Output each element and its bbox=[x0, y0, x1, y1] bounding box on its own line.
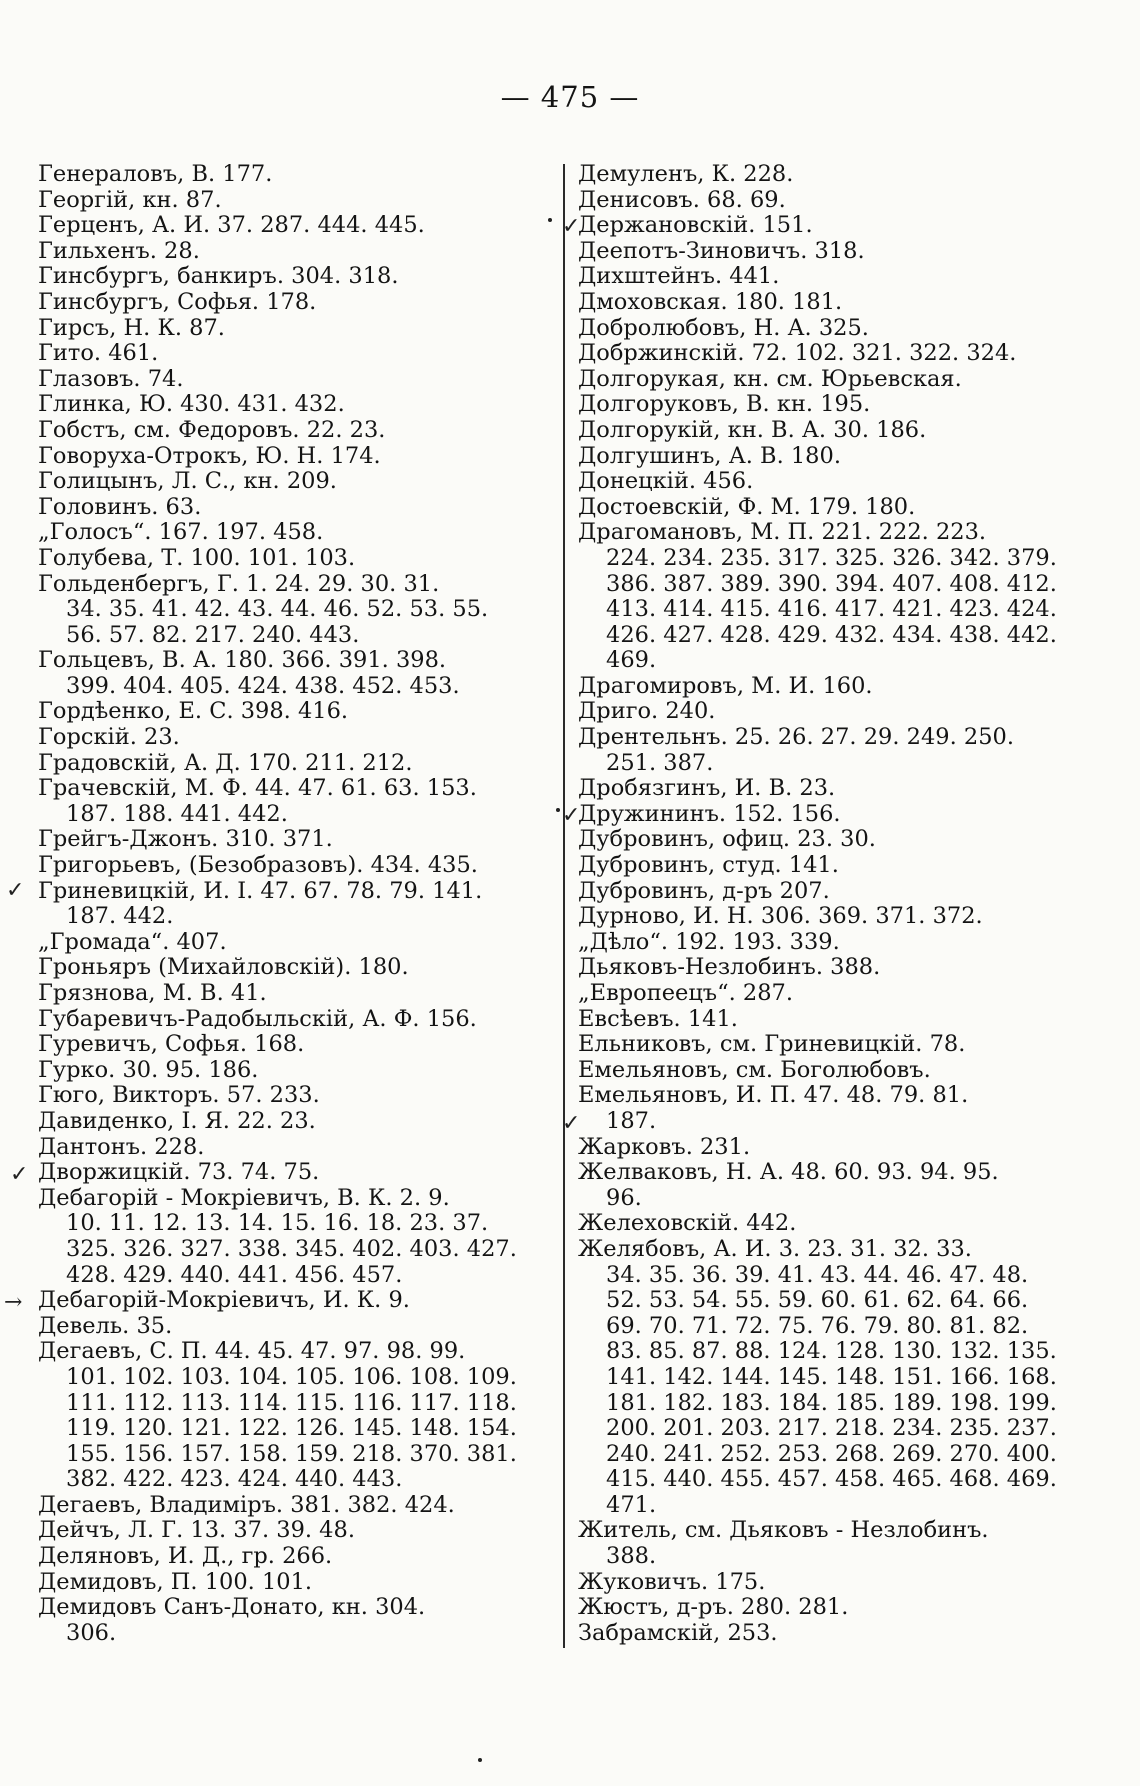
entry-continuation-line: 415. 440. 455. 457. 458. 465. 468. 469. bbox=[606, 1466, 1057, 1493]
entry-line: Гриневицкій, И. І. 47. 67. 78. 79. 141. bbox=[38, 877, 483, 904]
entry-line: Губаревичъ-Радобыльскій, А. Ф. 156. bbox=[38, 1005, 477, 1032]
index-entry bbox=[578, 495, 1118, 521]
entry-line: Ельниковъ, см. Гриневицкій. 78. bbox=[578, 1031, 966, 1058]
index-entry bbox=[38, 1544, 558, 1570]
margin-check-mark: ✓ bbox=[6, 878, 25, 903]
entry-line: Дрентельнъ. 25. 26. 27. 29. 249. 250. bbox=[578, 724, 1015, 751]
column-divider bbox=[563, 164, 565, 1648]
entry-line: Евсѣевъ. 141. bbox=[578, 1005, 738, 1032]
index-entry bbox=[38, 853, 558, 879]
entry-line: Григорьевъ, (Безобразовъ). 434. 435. bbox=[38, 852, 478, 879]
index-entry bbox=[578, 1621, 1118, 1647]
entry-line: Дриго. 240. bbox=[578, 698, 716, 725]
index-entry bbox=[578, 1518, 1118, 1569]
entry-line: Гирсъ, Н. К. 87. bbox=[38, 314, 225, 341]
entry-line: Гинсбургъ, Софья. 178. bbox=[38, 288, 317, 315]
entry-continuation-line: 325. 326. 327. 338. 345. 402. 403. 427. bbox=[66, 1235, 517, 1262]
entry-line: Дейчъ, Л. Г. 13. 37. 39. 48. bbox=[38, 1517, 355, 1544]
entry-continuation-line: 101. 102. 103. 104. 105. 106. 108. 109. bbox=[66, 1363, 517, 1390]
entry-continuation-line: 52. 53. 54. 55. 59. 60. 61. 62. 64. 66. bbox=[606, 1287, 1029, 1314]
entry-continuation-line: 251. 387. bbox=[606, 749, 714, 776]
index-entry bbox=[578, 264, 1118, 290]
entry-line: Желябовъ, А. И. 3. 23. 31. 32. 33. bbox=[578, 1235, 972, 1262]
entry-line: Гурко. 30. 95. 186. bbox=[38, 1056, 259, 1083]
page-number: — 475 — bbox=[500, 80, 640, 114]
entry-line: Глинка, Ю. 430. 431. 432. bbox=[38, 391, 345, 418]
index-entry bbox=[38, 341, 558, 367]
entry-line: Демуленъ, К. 228. bbox=[578, 161, 794, 187]
entry-line: Гордѣенко, Е. С. 398. 416. bbox=[38, 698, 349, 725]
index-entry bbox=[578, 444, 1118, 470]
entry-continuation-line: 386. 387. 389. 390. 394. 407. 408. 412. bbox=[606, 570, 1057, 597]
entry-line: Давиденко, І. Я. 22. 23. bbox=[38, 1107, 316, 1134]
entry-continuation-line: 187. bbox=[606, 1107, 657, 1134]
index-entry bbox=[38, 1339, 558, 1493]
entry-continuation-line: 34. 35. 36. 39. 41. 43. 44. 46. 47. 48. bbox=[606, 1261, 1029, 1288]
index-entry bbox=[578, 520, 1118, 674]
index-column-right bbox=[578, 162, 1118, 1646]
entry-line: Желваковъ, Н. А. 48. 60. 93. 94. 95. bbox=[578, 1159, 999, 1186]
index-entry bbox=[38, 1314, 558, 1340]
entry-line: Георгій, кн. 87. bbox=[38, 186, 222, 213]
index-entry bbox=[578, 1237, 1118, 1519]
index-entry bbox=[38, 930, 558, 956]
entry-line: Емельяновъ, см. Боголюбовъ. bbox=[578, 1056, 931, 1083]
index-entry bbox=[578, 469, 1118, 495]
index-entry bbox=[38, 1518, 558, 1544]
ink-speck bbox=[556, 808, 560, 812]
index-entry bbox=[38, 1186, 558, 1288]
index-entry bbox=[578, 418, 1118, 444]
entry-line: „Громада“. 407. bbox=[38, 928, 227, 955]
index-entry bbox=[38, 1135, 558, 1161]
index-entry bbox=[578, 853, 1118, 879]
index-entry bbox=[38, 392, 558, 418]
entry-line: Гольденбергъ, Г. 1. 24. 29. 30. 31. bbox=[38, 570, 440, 597]
index-column-left bbox=[38, 162, 558, 1646]
entry-continuation-line: 111. 112. 113. 114. 115. 116. 117. 118. bbox=[66, 1389, 517, 1416]
index-entry bbox=[578, 802, 1118, 828]
index-entry bbox=[38, 469, 558, 495]
entry-continuation-line: 224. 234. 235. 317. 325. 326. 342. 379. bbox=[606, 544, 1057, 571]
entry-line: „Дѣло“. 192. 193. 339. bbox=[578, 928, 840, 955]
index-entry bbox=[38, 751, 558, 777]
entry-line: Грачевскій, М. Ф. 44. 47. 61. 63. 153. bbox=[38, 775, 477, 802]
entry-line: Девель. 35. bbox=[38, 1312, 173, 1339]
entry-line: Деепотъ-Зиновичъ. 318. bbox=[578, 237, 865, 264]
ink-speck bbox=[478, 1758, 482, 1762]
entry-line: Голицынъ, Л. С., кн. 209. bbox=[38, 468, 337, 495]
index-entry bbox=[578, 1007, 1118, 1033]
index-entry bbox=[38, 1570, 558, 1596]
index-entry bbox=[38, 213, 558, 239]
index-entry bbox=[578, 1570, 1118, 1596]
entry-continuation-line: 141. 142. 144. 145. 148. 151. 166. 168. bbox=[606, 1363, 1057, 1390]
entry-line: Голубева, Т. 100. 101. 103. bbox=[38, 544, 356, 571]
entry-line: „Голосъ“. 167. 197. 458. bbox=[38, 519, 324, 546]
index-entry bbox=[578, 1032, 1118, 1058]
index-entry bbox=[38, 648, 558, 699]
index-entry bbox=[578, 776, 1118, 802]
entry-continuation-line: 10. 11. 12. 13. 14. 15. 16. 18. 23. 37. bbox=[66, 1210, 489, 1237]
entry-line: Демидовъ, П. 100. 101. bbox=[38, 1568, 313, 1595]
entry-continuation-line: 471. bbox=[606, 1491, 657, 1518]
margin-arrow-mark: → bbox=[4, 1290, 23, 1315]
entry-line: Дегаевъ, С. П. 44. 45. 47. 97. 98. 99. bbox=[38, 1338, 466, 1365]
entry-line: Гуревичъ, Софья. 168. bbox=[38, 1031, 305, 1058]
index-entry bbox=[38, 520, 558, 546]
entry-line: Долгоруковъ, В. кн. 195. bbox=[578, 391, 871, 418]
entry-line: Гинсбургъ, банкиръ. 304. 318. bbox=[38, 263, 399, 290]
entry-line: Дубровинъ, офиц. 23. 30. bbox=[578, 826, 876, 853]
index-entry bbox=[38, 188, 558, 214]
entry-line: Дворжицкій. 73. 74. 75. bbox=[38, 1159, 320, 1186]
entry-line: Желеховскій. 442. bbox=[578, 1210, 797, 1237]
entry-line: Дружининъ. 152. 156. bbox=[578, 800, 841, 827]
index-entry bbox=[38, 495, 558, 521]
entry-line: Горскій. 23. bbox=[38, 724, 180, 751]
entry-continuation-line: 382. 422. 423. 424. 440. 443. bbox=[66, 1466, 403, 1493]
entry-line: Драгомановъ, М. П. 221. 222. 223. bbox=[578, 519, 987, 546]
index-entry bbox=[578, 1160, 1118, 1211]
entry-line: Градовскій, А. Д. 170. 211. 212. bbox=[38, 749, 413, 776]
index-entry bbox=[38, 981, 558, 1007]
entry-line: Долгушинъ, А. В. 180. bbox=[578, 442, 841, 469]
entry-line: „Европеецъ“. 287. bbox=[578, 980, 794, 1006]
entry-continuation-line: 181. 182. 183. 184. 185. 189. 198. 199. bbox=[606, 1389, 1057, 1416]
entry-line: Донецкій. 456. bbox=[578, 468, 754, 495]
entry-continuation-line: 388. bbox=[606, 1543, 657, 1570]
index-entry bbox=[578, 1595, 1118, 1621]
index-entry bbox=[578, 879, 1118, 905]
entry-line: Забрамскій, 253. bbox=[578, 1619, 778, 1646]
index-entry bbox=[38, 827, 558, 853]
index-entry bbox=[38, 444, 558, 470]
entry-continuation-line: 96. bbox=[606, 1184, 642, 1211]
index-entry bbox=[38, 1493, 558, 1519]
index-entry bbox=[38, 316, 558, 342]
entry-line: Жарковъ. 231. bbox=[578, 1133, 751, 1160]
index-entry bbox=[578, 213, 1118, 239]
index-entry bbox=[578, 290, 1118, 316]
entry-line: Гито. 461. bbox=[38, 340, 159, 367]
index-entry bbox=[578, 1135, 1118, 1161]
index-entry bbox=[38, 1288, 558, 1314]
entry-line: Житель, см. Дьяковъ - Незлобинъ. bbox=[578, 1517, 989, 1544]
index-entry bbox=[38, 776, 558, 827]
index-entry bbox=[38, 546, 558, 572]
entry-line: Денисовъ. 68. 69. bbox=[578, 186, 786, 213]
index-entry bbox=[38, 418, 558, 444]
entry-line: Долгорукая, кн. см. Юрьевская. bbox=[578, 365, 962, 392]
index-entry bbox=[38, 725, 558, 751]
index-entry bbox=[578, 699, 1118, 725]
entry-continuation-line: 155. 156. 157. 158. 159. 218. 370. 381. bbox=[66, 1440, 517, 1467]
entry-line: Драгомировъ, М. И. 160. bbox=[578, 672, 873, 699]
margin-check-mark: ✓ bbox=[562, 1111, 581, 1136]
entry-continuation-line: 69. 70. 71. 72. 75. 76. 79. 80. 81. 82. bbox=[606, 1312, 1029, 1339]
margin-check-mark: ✓ bbox=[562, 214, 581, 239]
entry-line: Держановскій. 151. bbox=[578, 212, 813, 239]
entry-line: Дебагорій - Мокріевичъ, В. К. 2. 9. bbox=[38, 1184, 450, 1211]
index-entry bbox=[38, 1032, 558, 1058]
entry-continuation-line: 240. 241. 252. 253. 268. 269. 270. 400. bbox=[606, 1440, 1057, 1467]
entry-continuation-line: 56. 57. 82. 217. 240. 443. bbox=[66, 621, 360, 648]
index-entry bbox=[578, 341, 1118, 367]
index-entry bbox=[38, 572, 558, 649]
entry-line: Дихштейнъ. 441. bbox=[578, 263, 780, 290]
entry-continuation-line: 426. 427. 428. 429. 432. 434. 438. 442. bbox=[606, 621, 1057, 648]
entry-line: Дантонъ. 228. bbox=[38, 1133, 205, 1160]
index-entry bbox=[578, 827, 1118, 853]
entry-continuation-line: 306. bbox=[66, 1619, 117, 1646]
entry-line: Дьяковъ-Незлобинъ. 388. bbox=[578, 954, 881, 981]
entry-line: Долгорукій, кн. В. А. 30. 186. bbox=[578, 416, 927, 443]
index-entry bbox=[578, 1083, 1118, 1134]
entry-line: Глазовъ. 74. bbox=[38, 365, 184, 392]
entry-line: Генераловъ, В. 177. bbox=[38, 161, 273, 187]
entry-line: Гольцевъ, В. А. 180. 366. 391. 398. bbox=[38, 647, 447, 674]
entry-line: Демидовъ Санъ-Донато, кн. 304. bbox=[38, 1594, 426, 1621]
index-entry bbox=[578, 955, 1118, 981]
index-entry bbox=[38, 162, 558, 188]
index-entry bbox=[578, 316, 1118, 342]
entry-continuation-line: 34. 35. 41. 42. 43. 44. 46. 52. 53. 55. bbox=[66, 596, 489, 623]
entry-continuation-line: 119. 120. 121. 122. 126. 145. 148. 154. bbox=[66, 1415, 517, 1442]
entry-line: Емельяновъ, И. П. 47. 48. 79. 81. bbox=[578, 1082, 969, 1109]
entry-continuation-line: 187. 442. bbox=[66, 903, 174, 930]
ink-speck bbox=[548, 218, 552, 222]
index-entry bbox=[578, 239, 1118, 265]
entry-continuation-line: 187. 188. 441. 442. bbox=[66, 800, 288, 827]
entry-line: Говоруха-Отрокъ, Ю. Н. 174. bbox=[38, 442, 381, 469]
entry-line: Дурново, И. Н. 306. 369. 371. 372. bbox=[578, 903, 983, 930]
index-entry bbox=[38, 1160, 558, 1186]
margin-check-mark: ✓ bbox=[10, 1162, 29, 1187]
index-entry bbox=[38, 290, 558, 316]
index-entry bbox=[38, 1109, 558, 1135]
entry-line: Герценъ, А. И. 37. 287. 444. 445. bbox=[38, 212, 425, 239]
index-entry bbox=[578, 725, 1118, 776]
index-entry bbox=[578, 1058, 1118, 1084]
index-entry bbox=[38, 1058, 558, 1084]
entry-continuation-line: 413. 414. 415. 416. 417. 421. 423. 424. bbox=[606, 596, 1057, 623]
index-entry bbox=[38, 367, 558, 393]
entry-line: Дегаевъ, Владиміръ. 381. 382. 424. bbox=[38, 1491, 455, 1518]
entry-line: Дубровинъ, д-ръ 207. bbox=[578, 877, 830, 904]
entry-line: Гобстъ, см. Федоровъ. 22. 23. bbox=[38, 416, 386, 443]
entry-line: Достоевскій, Ф. М. 179. 180. bbox=[578, 493, 916, 520]
entry-line: Грейгъ-Джонъ. 310. 371. bbox=[38, 826, 333, 853]
index-entry bbox=[578, 188, 1118, 214]
entry-line: Гроньяръ (Михайловскій). 180. bbox=[38, 954, 409, 981]
entry-line: Жуковичъ. 175. bbox=[578, 1568, 766, 1595]
index-entry bbox=[578, 367, 1118, 393]
entry-line: Деляновъ, И. Д., гр. 266. bbox=[38, 1543, 333, 1570]
index-entry bbox=[38, 239, 558, 265]
entry-line: Гильхенъ. 28. bbox=[38, 237, 200, 264]
index-entry bbox=[38, 1083, 558, 1109]
index-entry bbox=[578, 162, 1118, 188]
index-entry bbox=[578, 1211, 1118, 1237]
entry-line: Добржинскій. 72. 102. 321. 322. 324. bbox=[578, 340, 1017, 367]
entry-line: Жюстъ, д-ръ. 280. 281. bbox=[578, 1594, 849, 1621]
index-entry bbox=[38, 1007, 558, 1033]
margin-check-mark: ✓ bbox=[562, 803, 581, 828]
entry-continuation-line: 83. 85. 87. 88. 124. 128. 130. 132. 135. bbox=[606, 1338, 1057, 1365]
entry-continuation-line: 469. bbox=[606, 647, 657, 674]
entry-line: Грязнова, М. В. 41. bbox=[38, 980, 267, 1006]
entry-line: Дебагорій-Мокріевичъ, И. К. 9. bbox=[38, 1287, 410, 1314]
entry-line: Дробязгинъ, И. В. 23. bbox=[578, 775, 836, 802]
index-entry bbox=[578, 674, 1118, 700]
index-entry bbox=[578, 930, 1118, 956]
entry-continuation-line: 399. 404. 405. 424. 438. 452. 453. bbox=[66, 672, 460, 699]
index-entry bbox=[38, 699, 558, 725]
index-entry bbox=[38, 264, 558, 290]
index-entry bbox=[38, 1595, 558, 1646]
index-entry bbox=[38, 879, 558, 930]
entry-line: Добролюбовъ, Н. А. 325. bbox=[578, 314, 869, 341]
entry-line: Головинъ. 63. bbox=[38, 493, 202, 520]
entry-line: Дубровинъ, студ. 141. bbox=[578, 852, 839, 879]
index-entry bbox=[578, 392, 1118, 418]
index-entry bbox=[578, 981, 1118, 1007]
index-entry bbox=[578, 904, 1118, 930]
entry-line: Гюго, Викторъ. 57. 233. bbox=[38, 1082, 320, 1109]
entry-continuation-line: 428. 429. 440. 441. 456. 457. bbox=[66, 1261, 403, 1288]
entry-line: Дмоховская. 180. 181. bbox=[578, 288, 843, 315]
index-entry bbox=[38, 955, 558, 981]
entry-continuation-line: 200. 201. 203. 217. 218. 234. 235. 237. bbox=[606, 1415, 1057, 1442]
